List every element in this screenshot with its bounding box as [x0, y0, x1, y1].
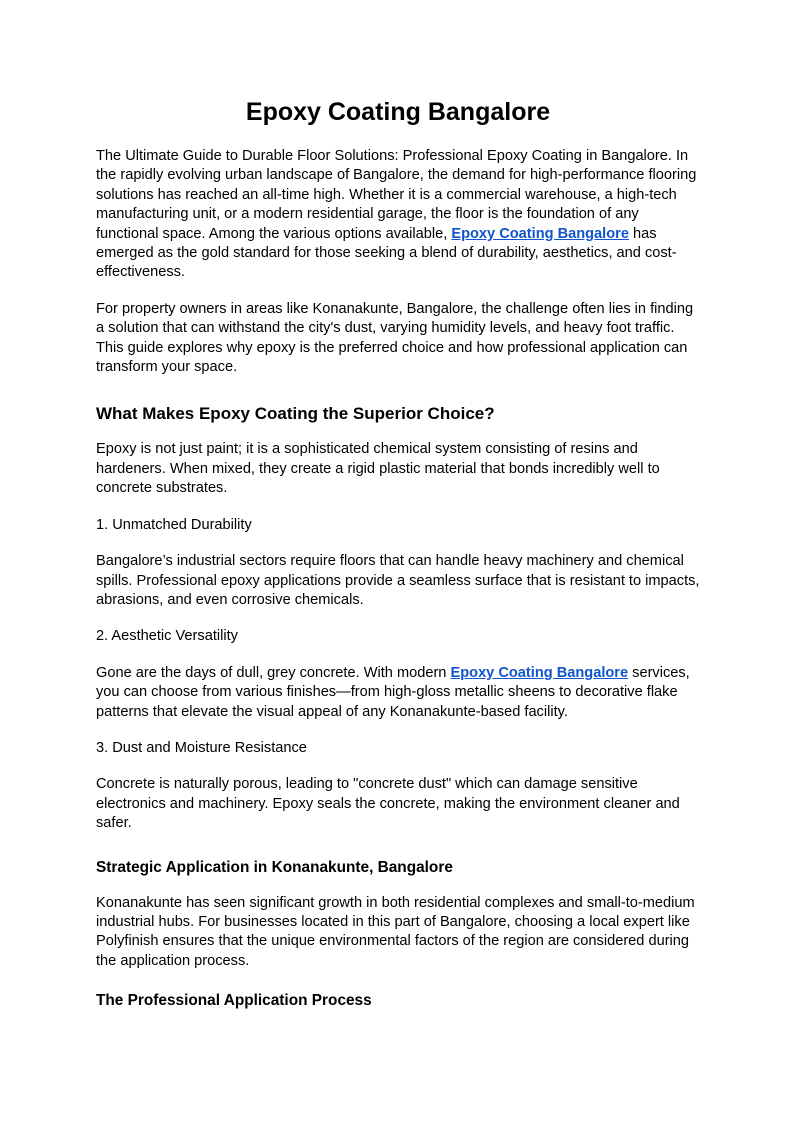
document-page: [96, 92, 700, 1012]
item-text-aesthetic: [96, 664, 700, 722]
item-title-aesthetic: 2. Aesthetic Versatility: [96, 628, 238, 645]
epoxy-coating-link[interactable]: Epoxy Coating Bangalore: [451, 225, 629, 242]
item-text-durability: Bangalore’s industrial sectors require floors that can handle heavy machinery and chemical spills. Professional epoxy applications provide a seamless surface that is resistant to impacts, abrasions, and even corrosive chemicals.: [96, 553, 700, 608]
intro-text-after-link: has emerged as the gold standard for those seeking a blend of durability, aesthetics, and cost-effectiveness.: [96, 225, 677, 281]
page-title: Epoxy Coating Bangalore: [245, 98, 551, 126]
item-title-durability: 1. Unmatched Durability: [96, 516, 252, 533]
section-heading-konanakunte: Strategic Application in Konanakunte, Bangalore: [96, 858, 453, 876]
epoxy-coating-link-2[interactable]: Epoxy Coating Bangalore: [450, 664, 629, 681]
section-heading-superior-choice: What Makes Epoxy Coating the Superior Choice?: [96, 404, 495, 424]
aesthetic-text-before-link: Gone are the days of dull, grey concrete. With modern: [96, 664, 447, 681]
section-heading-application-process: The Professional Application Process: [96, 992, 372, 1010]
intro-text-before-link: The Ultimate Guide to Durable Floor Solutions: Professional Epoxy Coating in Bangalore. In the rapidly evolving urban landscape of Bangalore, the demand for high-performance flooring solutions has reached an all-time high. Whether it is a commercial warehouse, a high-tech manufacturing unit, or a modern residential garage, the floor is the foundation of any functional space. Among the various options available,: [96, 148, 697, 242]
aesthetic-text-after-link: services, you can choose from various finishes—from high-gloss metallic sheens to decorative flake patterns that elevate the visual appeal of any Konanakunte-based facility.: [96, 664, 690, 720]
item-text-dust-moisture: Concrete is naturally porous, leading to "concrete dust" which can damage sensitive electronics and machinery. Epoxy seals the concrete, making the environment cleaner and safer.: [96, 776, 680, 832]
second-paragraph: For property owners in areas like Konanakunte, Bangalore, the challenge often lies in finding a solution that can withstand the city's dust, varying humidity levels, and heavy foot traffic. This guide explores why epoxy is the preferred choice and how professional application can transform your space.: [96, 300, 694, 376]
konanakunte-paragraph: Konanakunte has seen significant growth in both residential complexes and small-to-medium industrial hubs. For businesses located in this part of Bangalore, choosing a local expert like Polyfinish ensures that the unique environmental factors of the region are considered during the application process.: [96, 894, 695, 969]
section-intro-paragraph: Epoxy is not just paint; it is a sophisticated chemical system consisting of resins and hardeners. When mixed, they create a rigid plastic material that bonds incredibly well to concrete substrates.: [96, 441, 660, 497]
item-title-dust-moisture: 3. Dust and Moisture Resistance: [96, 739, 307, 756]
intro-paragraph: [96, 147, 700, 283]
